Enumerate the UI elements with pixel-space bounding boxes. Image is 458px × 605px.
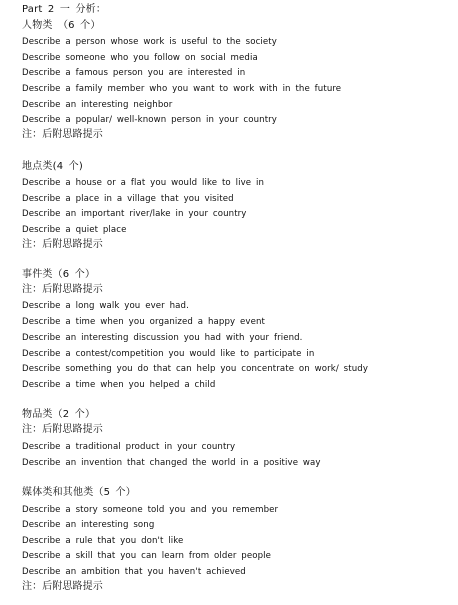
- list-item: Describe a popular/ well-known person in your country: [22, 115, 277, 125]
- part-title: Part 2 一 分析：: [22, 4, 107, 15]
- list-item: Describe an interesting discussion you had with your friend.: [22, 333, 303, 343]
- list-item: Describe a story someone told you and you remember: [22, 505, 279, 515]
- note-line: 注：后附思路提示: [22, 239, 103, 250]
- list-item: Describe a long walk you ever had.: [22, 301, 189, 311]
- list-item: Describe a place in a village that you visited: [22, 194, 234, 204]
- note-line: 注：后附思路提示: [22, 284, 103, 295]
- list-item: Describe a famous person you are interested in: [22, 68, 246, 78]
- section-heading-places: 地点类(4 个): [22, 161, 83, 172]
- list-item: Describe an important river/lake in your country: [22, 209, 247, 219]
- list-item: Describe something you do that can help you concentrate on work/ study: [22, 364, 369, 374]
- list-item: Describe a family member who you want to work with in the future: [22, 84, 342, 94]
- list-item: Describe a quiet place: [22, 225, 127, 235]
- section-heading-people: 人物类 （6 个）: [22, 20, 101, 31]
- list-item: Describe an ambition that you haven't achieved: [22, 567, 246, 577]
- list-item: Describe an interesting song: [22, 520, 155, 530]
- note-line: 注：后附思路提示: [22, 581, 103, 592]
- list-item: Describe a traditional product in your country: [22, 442, 236, 452]
- note-line: 注：后附思路提示: [22, 129, 103, 140]
- section-heading-objects: 物品类（2 个）: [22, 409, 96, 420]
- list-item: Describe a rule that you don't like: [22, 536, 184, 546]
- section-heading-media-other: 媒体类和其他类（5 个）: [22, 487, 136, 498]
- section-heading-events: 事件类（6 个）: [22, 269, 96, 280]
- note-line: 注：后附思路提示: [22, 424, 103, 435]
- list-item: Describe a house or a flat you would like to live in: [22, 178, 265, 188]
- list-item: Describe an interesting neighbor: [22, 100, 173, 110]
- list-item: Describe an invention that changed the world in a positive way: [22, 458, 321, 468]
- list-item: Describe someone who you follow on social media: [22, 53, 258, 63]
- list-item: Describe a person whose work is useful to the society: [22, 37, 277, 47]
- list-item: Describe a skill that you can learn from older people: [22, 551, 272, 561]
- list-item: Describe a contest/competition you would like to participate in: [22, 349, 315, 359]
- list-item: Describe a time when you organized a happy event: [22, 317, 266, 327]
- list-item: Describe a time when you helped a child: [22, 380, 216, 390]
